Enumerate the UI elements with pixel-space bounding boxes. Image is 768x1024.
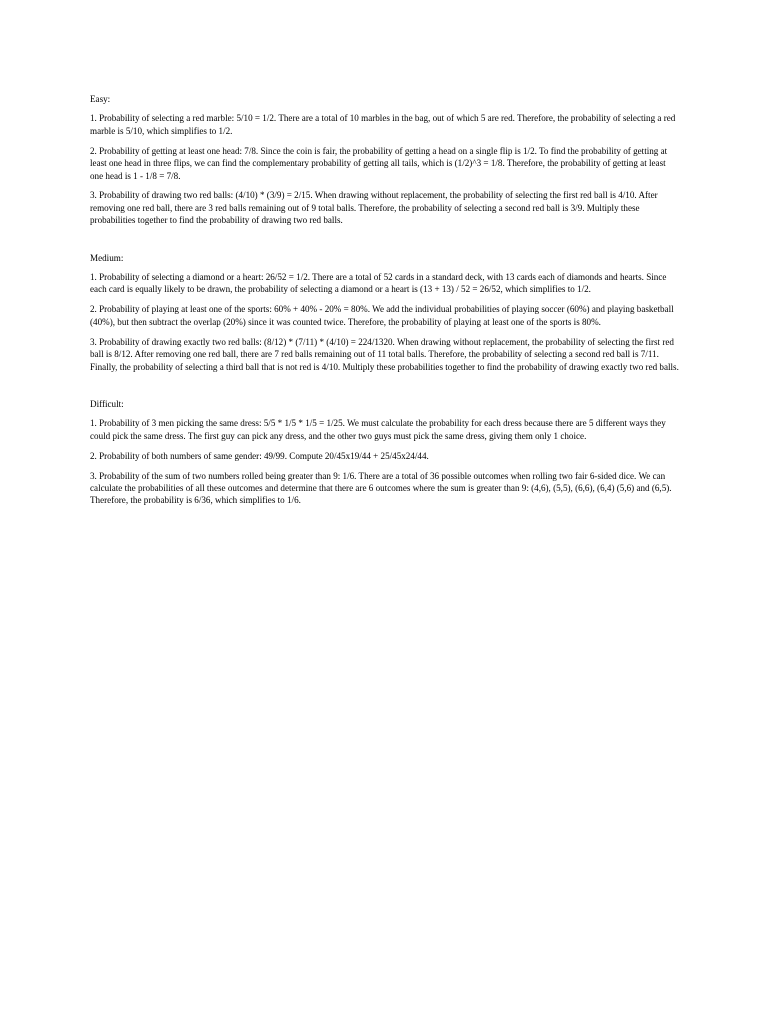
section-medium	[90, 252, 680, 373]
paragraph-medium-2: 2. Probability of playing at least one of the sports: 60% + 40% - 20% = 80%. We add the individual probabilities of playing soccer (60%) and playing basketball (40%), but then subtract the overlap (20%) since it was counted twice. Therefore, the probability of playing at least one of the sports is 80%.	[90, 304, 674, 327]
paragraph-easy-1: 1. Probability of selecting a red marble: 5/10 = 1/2. There are a total of 10 marbles in the bag, out of which 5 are red. Therefore, the probability of selecting a red marble is 5/10, which simplifies to 1/2.	[90, 113, 676, 136]
section-difficult	[90, 398, 680, 507]
section-easy	[90, 93, 680, 227]
paragraph-easy-3: 3. Probability of drawing two red balls: (4/10) * (3/9) = 2/15. When drawing without replacement, the probability of selecting the first red ball is 4/10. After removing one red ball, there are 3 red balls remaining out of 9 total balls. Therefore, the probability of selecting a second red ball is 3/9. Multiply these probabilities together to find the probability of drawing two red balls.	[90, 190, 658, 226]
paragraph-difficult-1: 1. Probability of 3 men picking the same dress: 5/5 * 1/5 * 1/5 = 1/25. We must calculate the probability for each dress because there are 5 different ways they could pick the same dress. The first guy can pick any dress, and the other two guys must pick the same dress, giving them only 1 choice.	[90, 418, 666, 441]
section-heading-easy: Easy:	[90, 94, 111, 104]
paragraph-easy-2: 2. Probability of getting at least one head: 7/8. Since the coin is fair, the probability of getting a head on a single flip is 1/2. To find the probability of getting at least one head in three flips, we can find the complementary probability of getting all tails, which is (1/2)^3 = 1/8. Therefore, the probability of getting at least one head is 1 - 1/8 = 7/8.	[90, 145, 668, 181]
section-heading-medium: Medium:	[90, 252, 124, 263]
document-page	[90, 93, 680, 514]
paragraph-medium-1: 1. Probability of selecting a diamond or a heart: 26/52 = 1/2. There are a total of 52 cards in a standard deck, with 13 cards each of diamonds and hearts. Since each card is equally likely to be drawn, the probability of selecting a diamond or a heart is (13 + 13) / 52 = 26/52, which simplifies to 1/2.	[90, 272, 667, 295]
paragraph-difficult-2: 2. Probability of both numbers of same gender: 49/99. Compute 20/45x19/44 + 25/45x24/44.	[90, 450, 429, 461]
paragraph-difficult-3: 3. Probability of the sum of two numbers rolled being greater than 9: 1/6. There are a total of 36 possible outcomes when rolling two fair 6-sided dice. We can calculate the probabilities of all these outcomes and determine that there are 6 outcomes where the sum is greater than 9: (4,6), (5,5), (6,6), (6,4) (5,6) and (6,5). Therefore, the probability is 6/36, which simplifies to 1/6.	[90, 470, 672, 506]
section-heading-difficult: Difficult:	[90, 398, 124, 409]
paragraph-medium-3: 3. Probability of drawing exactly two red balls: (8/12) * (7/11) * (4/10) = 224/1320. When drawing without replacement, the probability of selecting the first red ball is 8/12. After removing one red ball, there are 7 red balls remaining out of 11 total balls. Therefore, the probability of selecting a second red ball is 7/11. Finally, the probability of selecting a third ball that is not red is 4/10. Multiply these probabilities together to find the probability of drawing exactly two red balls.	[90, 336, 679, 372]
